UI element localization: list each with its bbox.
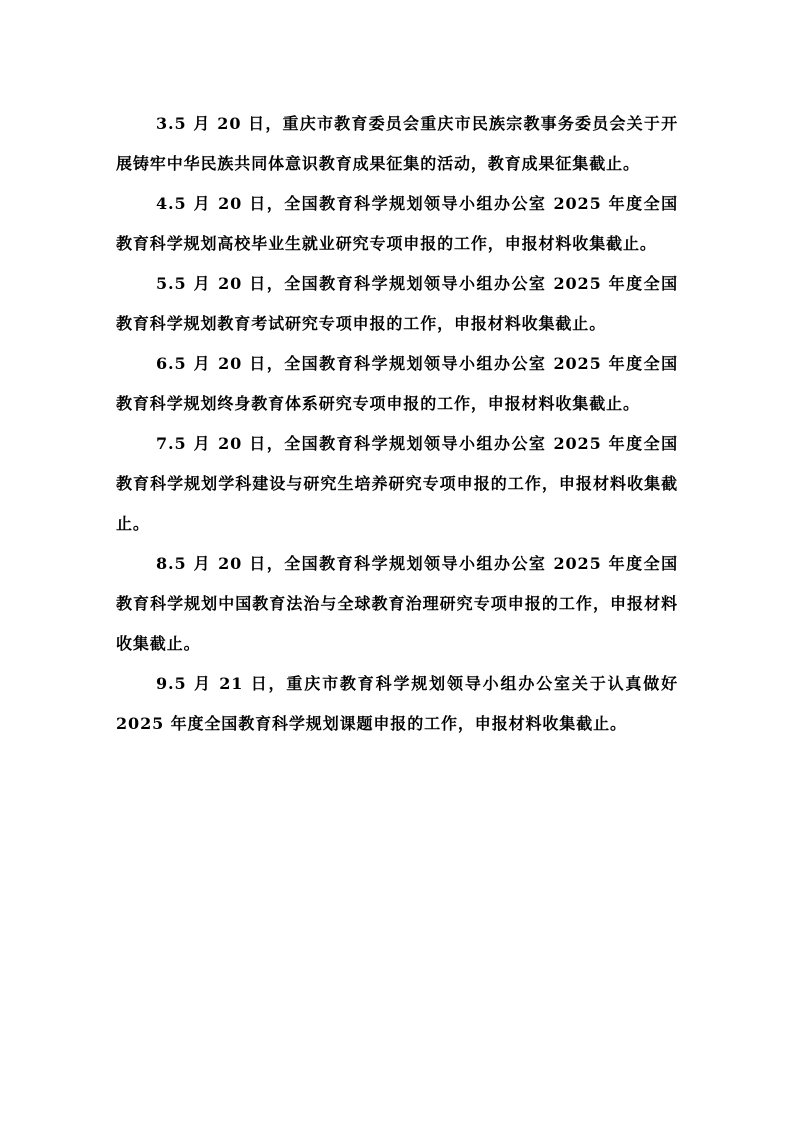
paragraph-item-7: 7.5 月 20 日，全国教育科学规划领导小组办公室 2025 年度全国教育科学规划学科建设与研究生培养研究专项申报的工作，申报材料收集截止。	[116, 434, 678, 533]
document-body	[116, 104, 678, 744]
paragraph-item-3: 3.5 月 20 日，重庆市教育委员会重庆市民族宗教事务委员会关于开展铸牢中华民族共同体意识教育成果征集的活动，教育成果征集截止。	[116, 114, 678, 173]
paragraph-item-6: 6.5 月 20 日，全国教育科学规划领导小组办公室 2025 年度全国教育科学规划终身教育体系研究专项申报的工作，申报材料收集截止。	[116, 354, 678, 413]
paragraph-item-8: 8.5 月 20 日，全国教育科学规划领导小组办公室 2025 年度全国教育科学规划中国教育法治与全球教育治理研究专项申报的工作，申报材料收集截止。	[116, 554, 678, 653]
paragraph-item-4: 4.5 月 20 日，全国教育科学规划领导小组办公室 2025 年度全国教育科学规划高校毕业生就业研究专项申报的工作，申报材料收集截止。	[116, 194, 678, 253]
paragraph-item-9: 9.5 月 21 日，重庆市教育科学规划领导小组办公室关于认真做好 2025 年度全国教育科学规划课题申报的工作，申报材料收集截止。	[116, 674, 678, 733]
paragraph-item-5: 5.5 月 20 日，全国教育科学规划领导小组办公室 2025 年度全国教育科学规划教育考试研究专项申报的工作，申报材料收集截止。	[116, 274, 678, 333]
